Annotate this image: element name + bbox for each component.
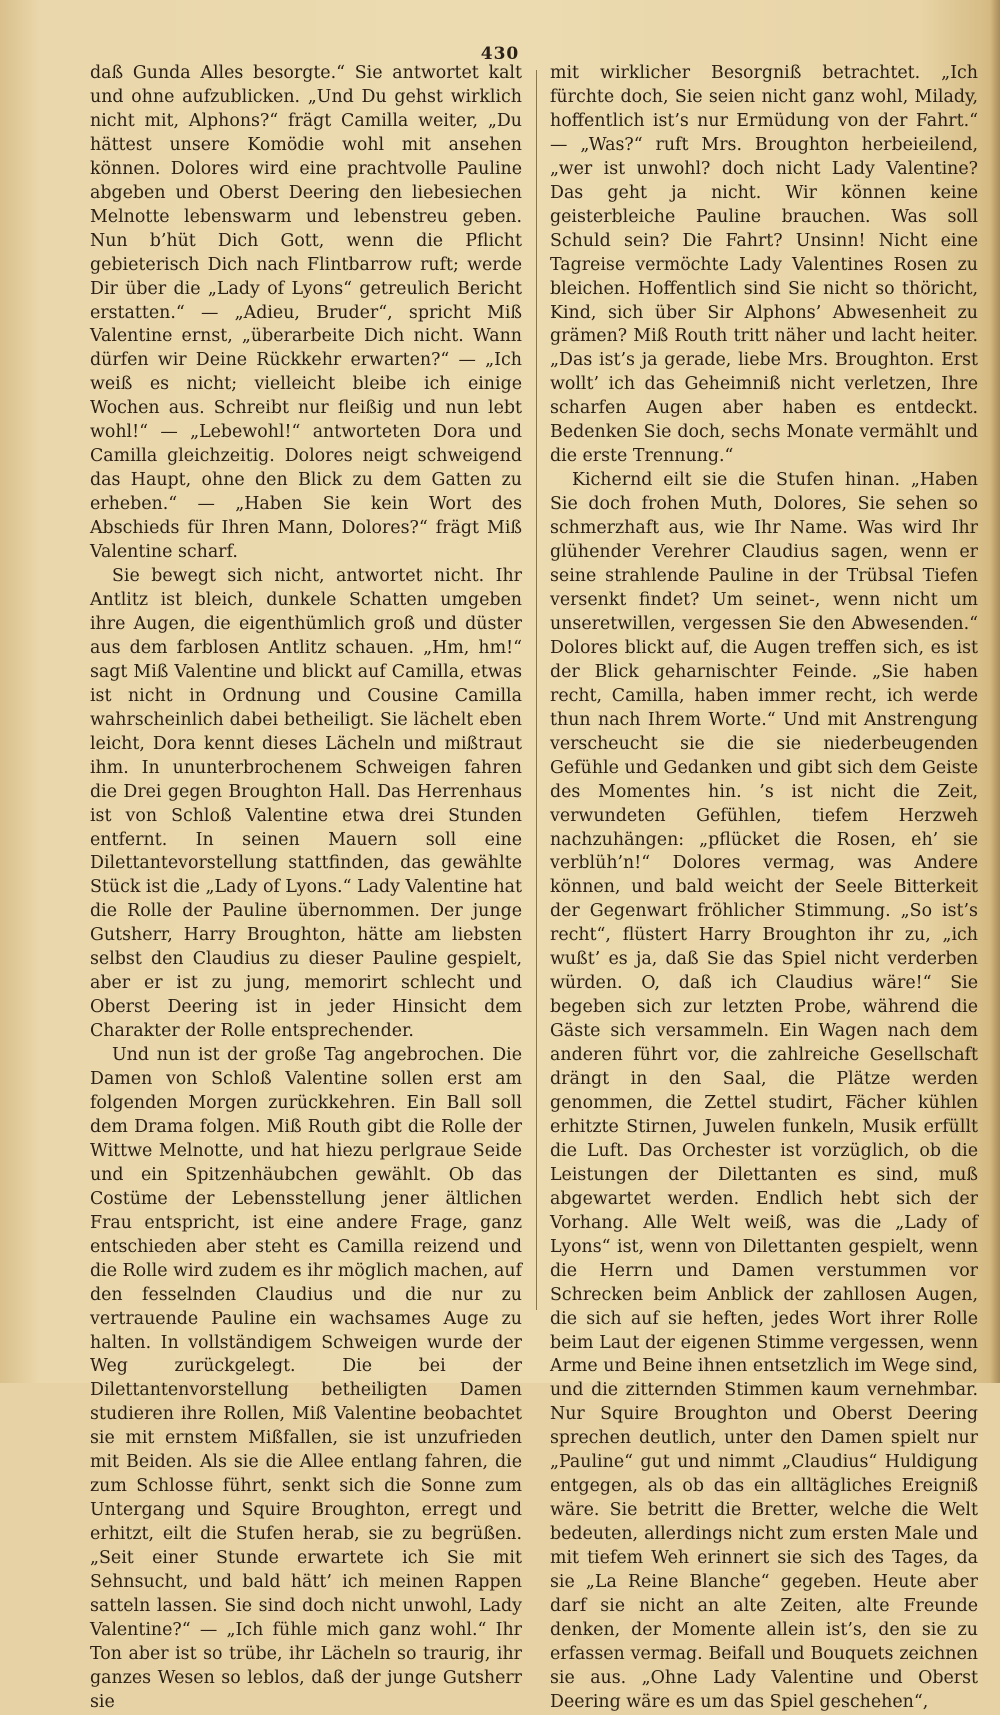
page-edge-shadow (990, 0, 1000, 1383)
paragraph: mit wirklicher Besorgniß betrachtet. „Ich fürchte doch, Sie seien nicht ganz wohl, Milady, hoffentlich ist’s nur Ermüdung von der Fahrt.“ — „Was?“ ruft Mrs. Broughton herbeieilend, „wer ist unwohl? doch nicht Lady Valentine? Das geht ja nicht. Wir können keine geisterbleiche Pauline brauchen. Was soll Schuld sein? Die Fahrt? Unsinn! Nicht eine Tagreise vermöchte Lady Valentines Rosen zu bleichen. Hoffentlich sind Sie nicht so thöricht, Kind, sich über Sir Alphons’ Abwesenheit zu grämen? Miß Routh tritt näher und lacht heiter. „Das ist’s ja gerade, liebe Mrs. Broughton. Erst wollt’ ich das Geheimniß nicht verletzen, Ihre scharfen Augen aber haben es entdeckt. Bedenken Sie doch, sechs Monate vermählt und die erste Trennung.“ (550, 63, 978, 467)
right-column (550, 62, 978, 1715)
paragraph: Sie bewegt sich nicht, antwortet nicht. Ihr Antlitz ist bleich, dunkele Schatten umgeben ihre Augen, die eigenthümlich groß und düster aus dem farblosen Antlitz schauen. „Hm, hm!“ sagt Miß Valentine und blickt auf Camilla, etwas ist nicht in Ordnung und Cousine Camilla wahrscheinlich dabei betheiligt. Sie lächelt eben leicht, Dora kennt dieses Lächeln und mißtraut ihm. In ununterbrochenem Schweigen fahren die Drei gegen Broughton Hall. Das Herrenhaus ist von Schloß Valentine etwa drei Stunden entfernt. In seinen Mauern soll eine Dilettantevorstellung stattfinden, das gewählte Stück ist die „Lady of Lyons.“ Lady Valentine hat die Rolle der Pauline übernommen. Der junge Gutsherr, Harry Broughton, hätte am liebsten selbst den Claudius zu dieser Pauline gespielt, aber er ist zu jung, memorirt schlecht und Oberst Deering ist in jeder Hinsicht dem Charakter der Rolle entsprechender. (90, 566, 522, 1042)
left-column (90, 62, 522, 1715)
page-number: 430 (480, 44, 520, 64)
paragraph: daß Gunda Alles besorgte.“ Sie antwortet kalt und ohne aufzublicken. „Und Du gehst wirklich nicht mit, Alphons?“ frägt Camilla weiter, „Du hättest unsere Komödie wohl mit ansehen können. Dolores wird eine prachtvolle Pauline abgeben und Oberst Deering den liebesiechen Melnotte lebenswarm und lebenstreu geben. Nun b’hüt Dich Gott, wenn die Pflicht gebieterisch Dich nach Flintbarrow ruft; werde Dir über die „Lady of Lyons“ getreulich Bericht erstatten.“ — „Adieu, Bruder“, spricht Miß Valentine ernst, „überarbeite Dich nicht. Wann dürfen wir Deine Rückkehr erwarten?“ — „Ich weiß es nicht; vielleicht bleibe ich einige Wochen aus. Schreibt nur fleißig und nun lebt wohl!“ — „Lebewohl!“ antworteten Dora und Camilla gleichzeitig. Dolores neigt schweigend das Haupt, ohne den Blick zu dem Gatten zu erheben.“ — „Haben Sie kein Wort des Abschieds für Ihren Mann, Dolores?“ frägt Miß Valentine scharf. (90, 63, 522, 563)
paragraph: Und nun ist der große Tag angebrochen. Die Damen von Schloß Valentine sollen erst am folgenden Morgen zurückkehren. Ein Ball soll dem Drama folgen. Miß Routh gibt die Rolle der Wittwe Melnotte, und hat hiezu perlgraue Seide und ein Spitzenhäubchen gewählt. Ob das Costüme der Lebensstellung jener ältlichen Frau entspricht, ist eine andere Frage, ganz entschieden aber steht es Camilla reizend und die Rolle wird zudem es ihr möglich machen, auf den fesselnden Claudius und die nur zu vertrauende Pauline ein wachsames Auge zu halten. In vollständigem Schweigen wurde der Weg zurückgelegt. Die bei der Dilettantenvorstellung betheiligten Damen studieren ihre Rollen, Miß Valentine beobachtet sie mit ernstem Mißfallen, sie ist unzufrieden mit Beiden. Als sie die Allee entlang fahren, die zum Schlosse führt, senkt sich die Sonne zum Untergang und Squire Broughton, erregt und erhitzt, eilt die Stufen herab, sie zu begrüßen. „Seit einer Stunde erwartete ich Sie mit Sehnsucht, und bald hätt’ ich meinen Rappen satteln lassen. Sie sind doch nicht unwohl, Lady Valentine?“ — „Ich fühle mich ganz wohl.“ Ihr Ton aber ist so trübe, ihr Lächeln so traurig, ihr ganzes Wesen so leblos, daß der junge Gutsherr sie (90, 1045, 522, 1712)
paragraph: Kichernd eilt sie die Stufen hinan. „Haben Sie doch frohen Muth, Dolores, Sie sehen so schmerzhaft aus, wie Ihr Name. Was wird Ihr glühender Verehrer Claudius sagen, wenn er seine strahlende Pauline in der Trübsal Tiefen versenkt findet? Um seinet-, wenn nicht um unseretwillen, vergessen Sie den Abwesenden.“ Dolores blickt auf, die Augen treffen sich, es ist der Blick geharnischter Feinde. „Sie haben recht, Camilla, haben immer recht, ich werde thun nach Ihrem Worte.“ Und mit Anstrengung verscheucht sie die sie niederbeugenden Gefühle und Gedanken und gibt sich dem Geiste des Momentes hin. ’s ist nicht die Zeit, verwundeten Gefühlen, tiefem Herzweh nachzuhängen: „pflücket die Rosen, eh’ sie verblüh’n!“ Dolores vermag, was Andere können, und bald weicht der Seele Bitterkeit der Gegenwart fröhlicher Stimmung. „So ist’s recht“, flüstert Harry Broughton ihr zu, „ich wußt’ es ja, daß Sie das Spiel nicht verderben würden. O, daß ich Claudius wäre!“ Sie begeben sich zur letzten Probe, während die Gäste sich versammeln. Ein Wagen nach dem anderen führt vor, die zahlreiche Gesellschaft drängt in den Saal, die Plätze werden genommen, die Zettel studirt, Fächer kühlen erhitzte Stirnen, Juwelen funkeln, Musik erfüllt die Luft. Das Orchester ist vorzüglich, ob die Leistungen der Dilettanten es sind, muß abgewartet werden. Endlich hebt sich der Vorhang. Alle Welt weiß, was die „Lady of Lyons“ ist, wenn von Dilettanten gespielt, wenn die Herrn und Damen verstummen vor Schrecken beim Anblick der zahllosen Augen, die sich auf sie heften, jedes Wort ihrer Rolle beim Laut der eigenen Stimme vergessen, wenn Arme und Beine ihnen entsetzlich im Wege sind, und die zitternden Stimmen kaum vernehmbar. Nur Squire Broughton und Oberst Deering sprechen deutlich, unter den Damen spielt nur „Pauline“ gut und nimmt „Claudius“ Huldigung entgegen, als ob das ein alltägliches Ereigniß wäre. Sie betritt die Bretter, welche die Welt bedeuten, allerdings nicht zum ersten Male und mit tiefem Weh erinnert sie sich des Tages, da sie „La Reine Blanche“ gegeben. Heute aber darf sie nicht an alte Zeiten, alte Freunde denken, der Momente allein ist’s, den sie zu erfassen vermag. Beifall und Bouquets zeichnen sie aus. „Ohne Lady Valentine und Oberst Deering wäre es um das Spiel geschehen“, (550, 470, 978, 1712)
column-divider (536, 70, 537, 1310)
